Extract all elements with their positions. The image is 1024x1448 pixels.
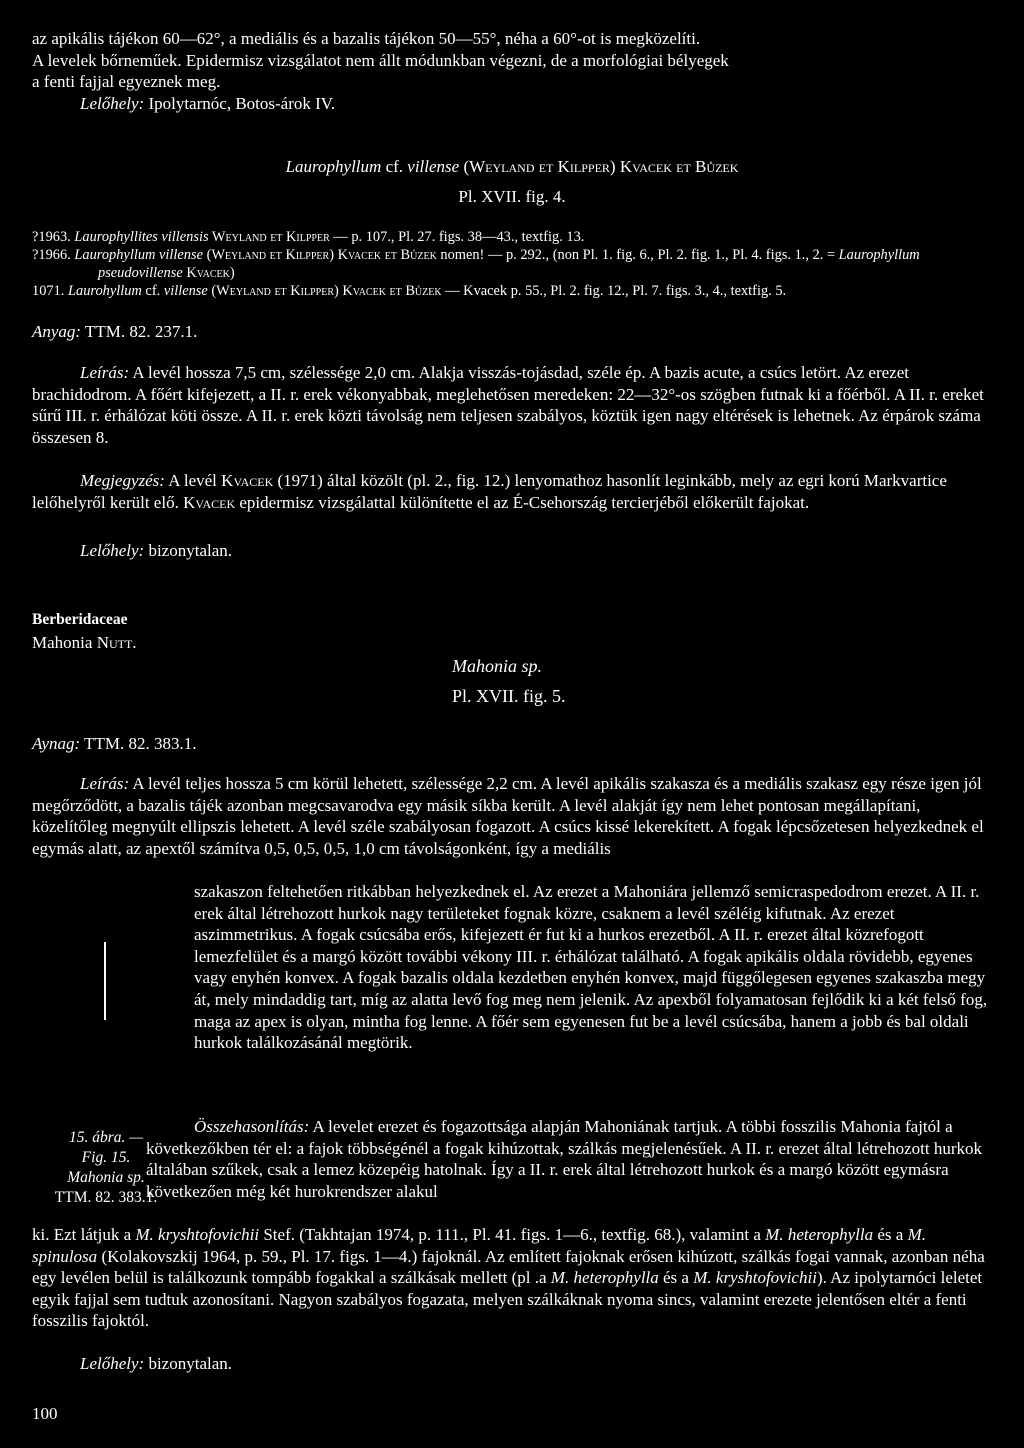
laurophyllum-description (32, 362, 992, 448)
mahonia-locality (32, 1353, 992, 1375)
description-text: A levél teljes hossza 5 cm körül lehetett, szélessége 2,2 cm. A levél apikális szakasza és a mediális szakasz egy része igen jól megőrződött, a bazalis tájék azonban megcsavarodva egy másik síkba került. A levél alakját így nem lehet pontosan megállapítani, közelítőleg megnyúlt ellipszis lehetett. A levél széle szabályosan fogazott. A csúcs kissé lekerekített. A fogak lépcsőzetesen helyezkednek el egymás alatt, az apextől számítva 0,5, 0,5, 0,5, 1,0 cm távolságonként, így a mediális (32, 774, 984, 858)
intro-paragraph (32, 28, 992, 93)
synonymy-name: Laurophyllum pseudovillense (98, 247, 920, 281)
comparison-text: (Kolakovszkij 1964, p. 59., Pl. 17. figs. 1—4.) fajoknál. Az említett fajoknak erősen kihúzott, szálkás fogai vannak, azonban néha egy levélen belül is találkozunk tompább fogakkal a szálkásak mellett (pl .a (32, 1246, 985, 1288)
genus-heading (32, 632, 137, 654)
family-name: Berberidaceae (32, 611, 128, 628)
synonymy-authors: (Weyland et Kilpper) Kvacek et Bůzek (202, 247, 437, 263)
caption-line: TTM. 82. 383.1. (54, 1189, 158, 1206)
remark-text: epidermisz vizsgálattal különítette el az É-Csehország tercierjéből előkerült fajokat. (235, 492, 810, 512)
synonymy-authors: Kvacek) (182, 265, 235, 281)
mahonia-description (32, 773, 992, 859)
laurophyllum-remark (32, 470, 992, 513)
intro-line: a fenti fajjal egyeznek meg. (32, 72, 221, 92)
remark-author: Kvacek (221, 471, 274, 490)
synonymy-authors: Weyland et Kilpper (208, 229, 330, 245)
laurophyllum-heading (32, 156, 992, 178)
material-label: Anyag: (32, 322, 82, 341)
synonymy-name: villense (163, 283, 208, 299)
intro-line: A levelek bőrneműek. Epidermisz vizsgálatot nem állt módunkban végezni, de a morfológiai bélyegek (32, 50, 729, 70)
intro-line: az apikális tájékon 60—62°, a mediális és a bazalis tájékon 50—55°, néha a 60°-ot is megközelíti. (32, 29, 701, 48)
synonymy-name: Laurophyllites villensis (74, 229, 209, 245)
material-value: TTM. 82. 237.1. (81, 322, 198, 341)
material-label: Aynag: (32, 734, 81, 753)
synonymy-year: ?1966. (32, 247, 71, 263)
species-name: M. heterophylla (550, 1268, 659, 1288)
comparison-text: és a (873, 1225, 908, 1244)
synonymy-name: Laurophyllum villense (74, 247, 203, 263)
laurophyllum-locality (32, 540, 992, 562)
mahonia-comparison-cont (32, 1224, 992, 1332)
comparison-text: A levelet erezet és fogazottsága alapján Mahoniának tartjuk. A többi fosszilis Mahonia fajtól a következőkben tér el: a fajok többségénél a fogak kihúzottak, szálkás megjelenésűek. A II. r. erezet által létrehozott hurkok általában szűkek, csak a lemez közepéig hatolnak. Így a II. r. erek által létrehozott hurkok és a margó között egymásra következően még két hurokrendszer alakul (146, 1117, 982, 1201)
caption-line: Fig. 15. (81, 1149, 131, 1166)
synonymy-list (32, 228, 992, 300)
synonymy-ref: — Kvacek p. 55., Pl. 2. fig. 12., Pl. 7. figs. 3., 4., textfig. 5. (441, 283, 787, 299)
mahonia-comparison (146, 1116, 994, 1202)
locality-label: Lelőhely: (80, 94, 145, 113)
locality-value: bizonytalan. (144, 541, 233, 560)
plate-ref: Pl. XVII. fig. 4. (458, 187, 566, 206)
laurophyllum-material (32, 321, 992, 343)
synonymy-name: Laurohyllum (68, 283, 142, 299)
comparison-label: Összehasonlítás: (194, 1117, 310, 1136)
figure-caption (32, 1128, 180, 1208)
material-value: TTM. 82. 383.1. (80, 734, 197, 753)
intro-locality (32, 93, 992, 115)
comparison-text: ). Az ipolytarnóci leletet egyik fajjal sem tudtuk azonosítani. Nagyon szabályos fogazata, melyen szálkáknak nyoma sincs, valamint erezete jelentősen eltér a fenti fosszilis fajoktól. (32, 1268, 983, 1331)
page-number: 100 (32, 1404, 58, 1423)
genus-name: Mahonia (32, 633, 97, 652)
synonymy-entry (32, 228, 992, 246)
cf-text: cf. (141, 283, 164, 299)
laurophyllum-plate (32, 186, 992, 208)
mahonia-description-cont (194, 881, 994, 1054)
genus-name: Laurophyllum (285, 157, 382, 176)
species-name: M. kryshtofovichii (135, 1225, 260, 1244)
species-name: M. heterophylla (765, 1225, 874, 1244)
remark-author: Kvacek (183, 492, 236, 512)
comparison-text: és a (658, 1268, 694, 1288)
mahonia-material (32, 733, 196, 755)
description-text: szakaszon feltehetően ritkábban helyezkednek el. Az erezet a Mahoniára jellemző semicraspedodrom erezet. A II. r. erek által létrehozott hurkok nagy területeket fognak közre, csaknem a levél széléig kifutnak. Az erezet aszimmetrikus. A fogak csúcsába erős, kifejezett ér fut ki a hurkos erezetből. A II. r. erezet által közrefogott lemezfelület és a margó között további vékony III. r. érhálózat található. A fogak apikális oldala rövidebb, egyenes vagy enyhén konvex. A fogak bazalis oldala kezdetben enyhén konvex, majd függőlegesen egyenes szakaszba megy át, mely mindaddig tart, míg az alatta levő fog meg nem jelenik. Az apexből folyamatosan fejlődik ki a két felső fog, maga az apex is olyan, mintha fog lenne. A főér sem egyenesen fut be a levél csúcsába, hanem a jobb és bal oldali hurkok találkozásánál megtörik. (194, 882, 988, 1053)
locality-label: Lelőhely: (80, 541, 145, 560)
caption-line: 15. ábra. — (68, 1129, 144, 1146)
genus-author: Nutt. (96, 633, 137, 652)
species-authors: (Weyland et Kilpper) Kvacek et Bůzek (459, 157, 739, 176)
synonymy-year: ?1963. (32, 229, 71, 245)
synonymy-ref: — p. 107., Pl. 27. figs. 38—43., textfig. 13. (329, 229, 585, 245)
synonymy-year: 1071. (32, 283, 65, 299)
locality-label: Lelőhely: (80, 1354, 145, 1373)
synonymy-ref: nomen! — p. 292., (non Pl. 1. fig. 6., Pl. 2. fig. 1., Pl. 4. figs. 1., 2. = (436, 247, 839, 263)
synonymy-authors: (Weyland et Kilpper) Kvacek et Bůzek (207, 283, 442, 299)
locality-value: bizonytalan. (144, 1354, 233, 1373)
mahonia-title: Mahonia sp. (452, 656, 542, 676)
cf-text: cf. (381, 157, 408, 176)
mahonia-plate: Pl. XVII. fig. 5. (452, 686, 566, 706)
comparison-text: ki. Ezt látjuk a (32, 1225, 136, 1244)
comparison-text: Stef. (Takhtajan 1974, p. 111., Pl. 41. figs. 1—6., textfig. 68.), valamint a (259, 1225, 766, 1244)
synonymy-entry (32, 246, 992, 282)
synonymy-entry (32, 282, 992, 300)
species-name: villense (407, 157, 460, 176)
species-name: M. kryshtofovichii (693, 1268, 817, 1288)
description-label: Leírás: (80, 363, 130, 382)
caption-line: Mahonia sp. (67, 1169, 145, 1186)
description-label: Leírás: (80, 774, 130, 793)
species-name: M. spinulosa (32, 1225, 926, 1266)
remark-label: Megjegyzés: (80, 471, 165, 490)
remark-text: (1971) által közölt (pl. 2., fig. 12.) lenyomathoz hasonlít leginkább, mely az egri korú Markvartice lelőhelyről került elő. (32, 471, 947, 512)
leaf-figure-line (104, 942, 106, 1020)
remark-text: A levél (164, 471, 222, 490)
description-text: A levél hossza 7,5 cm, szélessége 2,0 cm. Alakja visszás-tojásdad, széle ép. A bazis acute, a csúcs letört. Az erezet brachidodrom. A főért kifejezett, a II. r. erek vékonyabbak, meglehetősen meredeken: 22—32°-os szögben futnak ki a főérből. A II. r. ereket sűrű III. r. érhálózat köti össze. A II. r. erek közti távolság nem teljesen szabályos, köztük igen nagy eltérések is lehetnek. Az érpárok száma összesen 8. (32, 363, 984, 447)
locality-value: Ipolytarnóc, Botos-árok IV. (144, 94, 336, 113)
